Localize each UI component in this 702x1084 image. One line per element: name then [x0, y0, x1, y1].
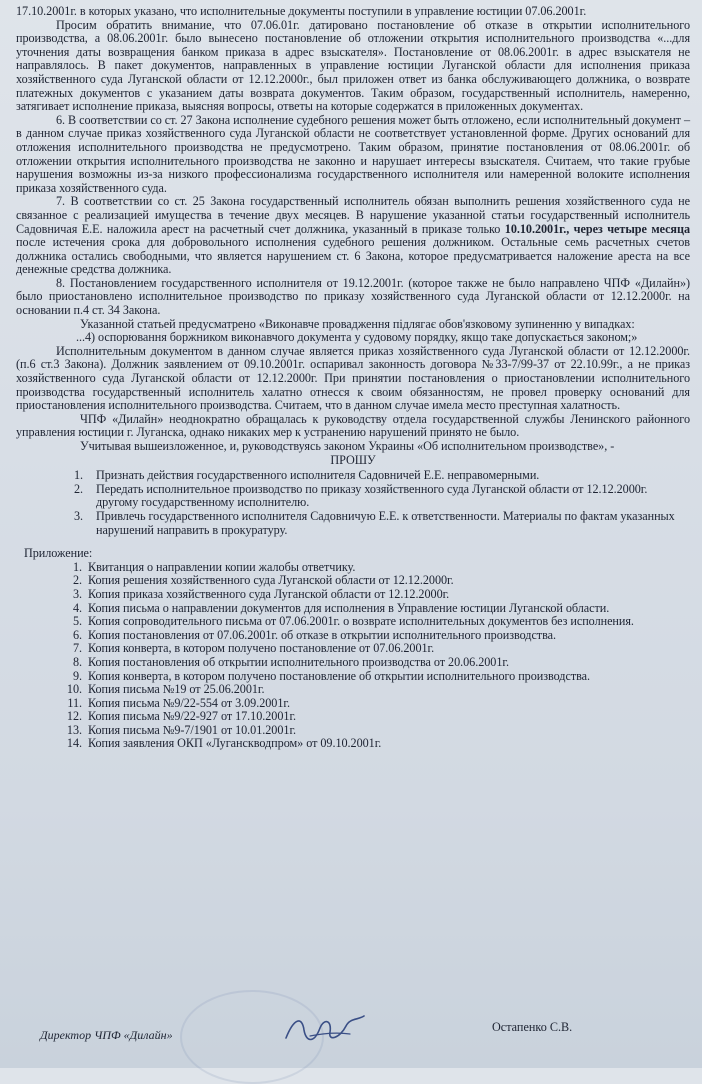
appendix-section — [16, 547, 690, 751]
signature-block — [30, 1020, 702, 1060]
list-item-number: 13. — [66, 722, 82, 737]
list-item — [16, 588, 690, 602]
list-item-text: Передать исполнительное производство по приказу хозяйственного суда Луганской области от 12.12.2000г. другому государственному исполнителю. — [96, 481, 648, 510]
list-item-text: Копия письма №9/22-927 от 17.10.2001г. — [88, 709, 297, 724]
appendix-title: Приложение: — [24, 546, 93, 561]
list-item — [16, 724, 690, 738]
list-item-text: Привлечь государственного исполнителя Садовничую Е.Е. к ответственности. Материалы по фактам указанных нарушений направить в прокуратуру. — [96, 508, 675, 537]
list-item — [74, 483, 690, 510]
list-item-number: 1. — [74, 468, 84, 483]
list-item-text: Копия заявления ОКП «Луганскводпром» от 09.10.2001г. — [88, 736, 382, 751]
paragraph-article-quote-intro: Указанной статьей предусматрено «Виконавче провадження підлягає обов'язковому зупиненню у випадках: — [80, 316, 635, 331]
list-item — [16, 615, 690, 629]
list-item-number: 7. — [72, 641, 82, 656]
list-item — [16, 574, 690, 588]
list-item-number: 9. — [72, 668, 82, 683]
paragraph-5: Просим обратить внимание, что 07.06.01г. датировано постановление об отказе в открытии исполнительного производства, а 08.06.2001г. было вынесено постановление об отложении открытия исполнительного производства «...для уточнения даты возвращения банком приказа в адрес взыскателя». Постановление от 08.06.2001г. в адрес взыскателя не направлялось. В пакет документов, направленных в управление юстиции Луганской области для исполнения приказа хозяйственного суда Луганской области от 12.12.2000г., был приложен ответ из банка обслуживающего должника, о возврате платежных документов с указанием даты возврата документов. Таким образом, государственный исполнитель, намеренно, затягивает исполнение приказа, выясняя вопросы, ответы на которые содержатся в приложенных документах. — [16, 17, 690, 114]
list-item — [16, 656, 690, 670]
list-item-text: Копия постановления от 07.06.2001г. об отказе в открытии исполнительного производства. — [88, 627, 556, 642]
request-list — [16, 469, 690, 537]
list-item-text: Копия письма №9/22-554 от 3.09.2001г. — [88, 695, 290, 710]
list-item-number: 1. — [72, 559, 82, 574]
paragraph-6: 6. В соответствии со ст. 27 Закона исполнение судебного решения может быть отложено, если исполнительный документ – в данном случае приказ хозяйственного суда Луганской области не соответствует установленной форме. Других оснований для отложения исполнительного производства не предусмотрено. Таким образом, принятие постановления от 08.06.2001г. об отложении открытия исполнительного производства не законно и нарушает интересы взыскателя. Считаем, что такие грубые нарушения возможны из-за низкого профессионализма государственного исполнителя или намеренной волоките исполнения приказа хозяйственного суда. — [16, 112, 690, 195]
list-item-text: Квитанция о направлении копии жалобы ответчику. — [88, 559, 356, 574]
signatory-position: Директор ЧПФ «Дилайн» — [40, 1028, 173, 1042]
paragraph-7 — [16, 195, 690, 277]
list-item — [16, 642, 690, 656]
list-item-text: Копия письма о направлении документов для исполнения в Управление юстиции Луганской области. — [88, 600, 610, 615]
list-item — [16, 561, 690, 575]
list-item — [16, 737, 690, 751]
list-item-text: Копия конверта, в котором получено постановление об открытии исполнительного производства. — [88, 668, 590, 683]
list-item — [16, 710, 690, 724]
list-item — [16, 697, 690, 711]
list-item-number: 12. — [66, 709, 82, 724]
list-item-number: 2. — [74, 481, 84, 496]
list-item-text: Копия письма №19 от 25.06.2001г. — [88, 682, 265, 697]
paragraph-7-part-c: после истечения срока для добровольного исполнения судебного решения должником. Остальные семь расчетных счетов должника остались свободными, что является нарушением ст. 6 Закона, которое предусматривается наложение ареста на все денежные средства должника. — [16, 235, 690, 277]
list-item-number: 10. — [66, 682, 82, 697]
list-item — [16, 683, 690, 697]
heading-request: ПРОШУ — [330, 452, 376, 467]
list-item-text: Копия конверта, в котором получено постановление от 07.06.2001г. — [88, 641, 435, 656]
list-item — [74, 469, 690, 483]
list-item-number: 11. — [67, 695, 82, 710]
list-item-text: Признать действия государственного исполнителя Садовничей Е.Е. неправомерными. — [96, 468, 540, 483]
paragraph-executive-document: Исполнительным документом в данном случае является приказ хозяйственного суда Луганской области от 12.12.2000г. (п.6 ст.3 Закона). Должник заявлением от 09.10.2001г. оспаривал законность договора №33-7/99-37 от 22.10.99г., а не приказ хозяйственного суда Луганской области от 12.12.2000г. При принятии постановления о приостановлении исполнительного производства государственный исполнитель халатно отнесся к своим обязанностям, не провел проверку оснований для приостановления исполнительного производства. Считаем, что в данном случае имела место преступная халатность. — [16, 343, 690, 413]
list-item-number: 3. — [72, 586, 82, 601]
list-item — [16, 602, 690, 616]
list-item-number: 3. — [74, 508, 84, 523]
list-item-text: Копия приказа хозяйственного суда Луганской области от 12.12.2000г. — [88, 586, 450, 601]
list-item-number: 5. — [72, 614, 82, 629]
paragraph-intro: 17.10.2001г. в которых указано, что исполнительные документы поступили в управление юстиции 07.06.2001г. — [16, 4, 587, 18]
list-item-number: 8. — [72, 654, 82, 669]
paragraph-considering: Учитывая вышеизложенное, и, руководствуясь законом Украины «Об исполнительном производстве», - — [80, 439, 615, 453]
signatory-name: Остапенко С.В. — [492, 1020, 573, 1034]
paragraph-7-part-a: 7. В соответствии со ст. 25 Закона государственный исполнитель обязан выполнить решения хозяйственного суда не связанное с реализацией имущества в течение двух месяцев. В нарушение указанной статьи государственный исполнитель Садовничая Е.Е. наложила арест на расчетный счет должника, указанный в приказе только — [16, 194, 690, 236]
list-item — [16, 629, 690, 643]
list-item-number: 14. — [66, 736, 82, 751]
paragraph-dilain-appeal: ЧПФ «Дилайн» неоднократно обращалась к руководству отдела государственной службы Ленинского районного управления юстиции г. Луганска, однако никаких мер к устранению нарушений принято не было. — [16, 411, 690, 440]
list-item-text: Копия решения хозяйственного суда Луганской области от 12.12.2000г. — [88, 573, 454, 588]
list-item-text: Копия письма №9-7/1901 от 10.01.2001г. — [88, 722, 297, 737]
paragraph-article-quote: ...4) оспорювання боржником виконавчого документа у судовому порядку, якщо таке допускається законом;» — [76, 330, 638, 345]
list-item — [16, 670, 690, 684]
handwritten-signature-icon — [280, 1008, 370, 1054]
paragraph-7-bold: 10.10.2001г., через четыре месяца — [504, 221, 690, 236]
list-item — [74, 510, 690, 537]
list-item-number: 2. — [72, 573, 82, 588]
paragraph-8: 8. Постановлением государственного исполнителя от 19.12.2001г. (которое также не было направлено ЧПФ «Дилайн») было приостановлено исполнительное производство по приказу хозяйственного суда Луганской области от 12.12.2000г. на основании п.4 ст. 34 Закона. — [16, 275, 690, 318]
list-item-number: 4. — [72, 600, 82, 615]
list-item-text: Копия сопроводительного письма от 07.06.2001г. о возврате исполнительных документов без исполнения. — [88, 614, 634, 629]
list-item-text: Копия постановления об открытии исполнительного производства от 20.06.2001г. — [88, 654, 509, 669]
list-item-number: 6. — [72, 627, 82, 642]
